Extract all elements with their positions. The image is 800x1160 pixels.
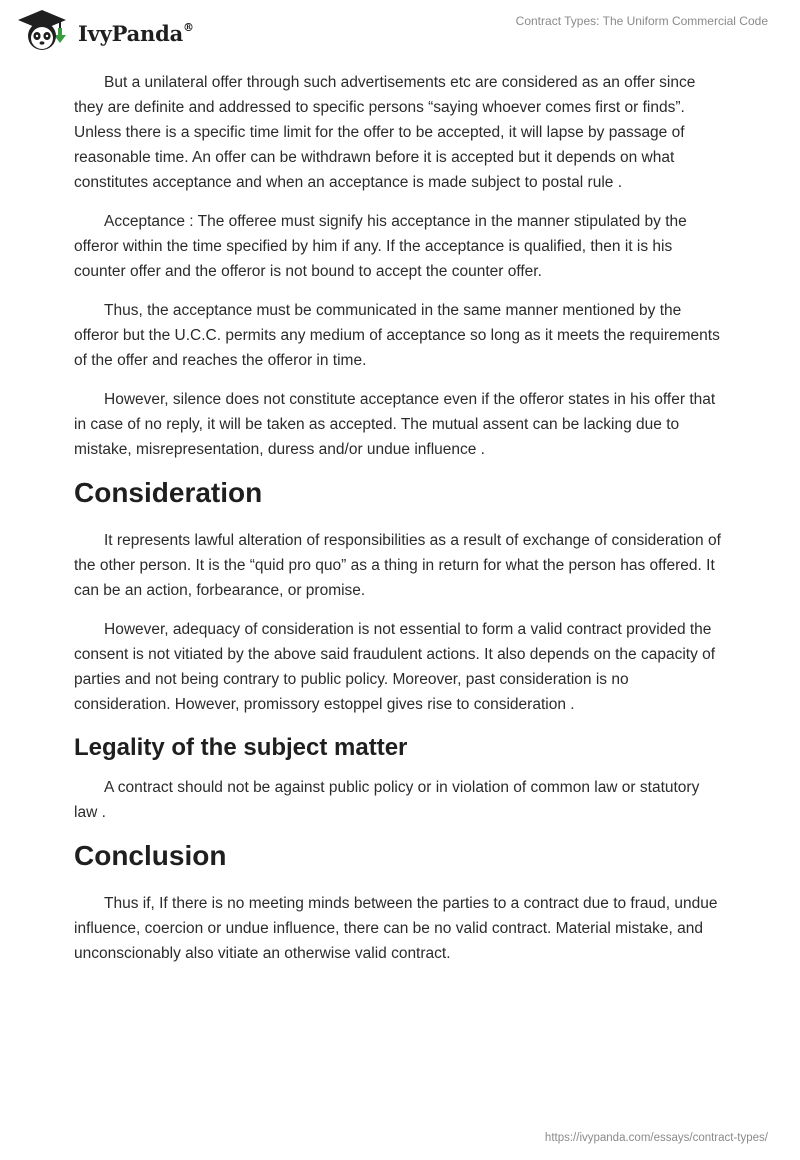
paragraph: A contract should not be against public policy or in violation of common law or statutory law .	[74, 779, 700, 821]
paragraph: Thus, the acceptance must be communicated in the same manner mentioned by the offeror but the U.C.C. permits any medium of acceptance so long as it meets the requirements of the offer and reaches the offeror in time.	[74, 302, 720, 369]
paragraph: However, silence does not constitute acceptance even if the offeror states in his offer that in case of no reply, it will be taken as accepted. The mutual assent can be lacking due to mistake, misrepresentation, duress and/or undue influence .	[74, 391, 716, 458]
article-body	[74, 70, 726, 980]
heading-consideration: Consideration	[74, 477, 263, 508]
heading-legality: Legality of the subject matter	[74, 734, 408, 761]
heading-conclusion: Conclusion	[74, 840, 227, 871]
page-header	[0, 0, 800, 64]
paragraph: Acceptance : The offeree must signify his acceptance in the manner stipulated by the offeror within the time specified by him if any. If the acceptance is qualified, then it is his counter offer and the offeror is not bound to accept the counter offer.	[74, 213, 687, 280]
document-title: Contract Types: The Uniform Commercial Code	[515, 14, 768, 28]
source-url-link[interactable]: https://ivypanda.com/essays/contract-types/	[544, 1132, 768, 1144]
panda-logo-icon	[14, 8, 72, 54]
logo-text: IvyPanda®	[78, 20, 194, 46]
paragraph: But a unilateral offer through such advertisements etc are considered as an offer since they are definite and addressed to specific persons “saying whoever comes first or finds”. Unless there is a specific time limit for the offer to be accepted, it will lapse by passage of reasonable time. An offer can be withdrawn before it is accepted but it depends on what constitutes acceptance and when an acceptance is made subject to postal rule .	[74, 74, 696, 191]
paragraph: Thus if, If there is no meeting minds between the parties to a contract due to fraud, undue influence, coercion or undue influence, there can be no valid contract. Material mistake, and unconscionably also vitiate an otherwise valid contract.	[74, 895, 718, 962]
paragraph: However, adequacy of consideration is not essential to form a valid contract provided the consent is not vitiated by the above said fraudulent actions. It also depends on the capacity of parties and not being contrary to public policy. Moreover, past consideration is no consideration. However, promissory estoppel gives rise to consideration .	[74, 621, 716, 713]
logo[interactable]	[14, 8, 194, 54]
paragraph: It represents lawful alteration of responsibilities as a result of exchange of consideration of the other person. It is the “quid pro quo” as a thing in return for what the person has offered. It can be an action, forbearance, or promise.	[74, 532, 721, 599]
